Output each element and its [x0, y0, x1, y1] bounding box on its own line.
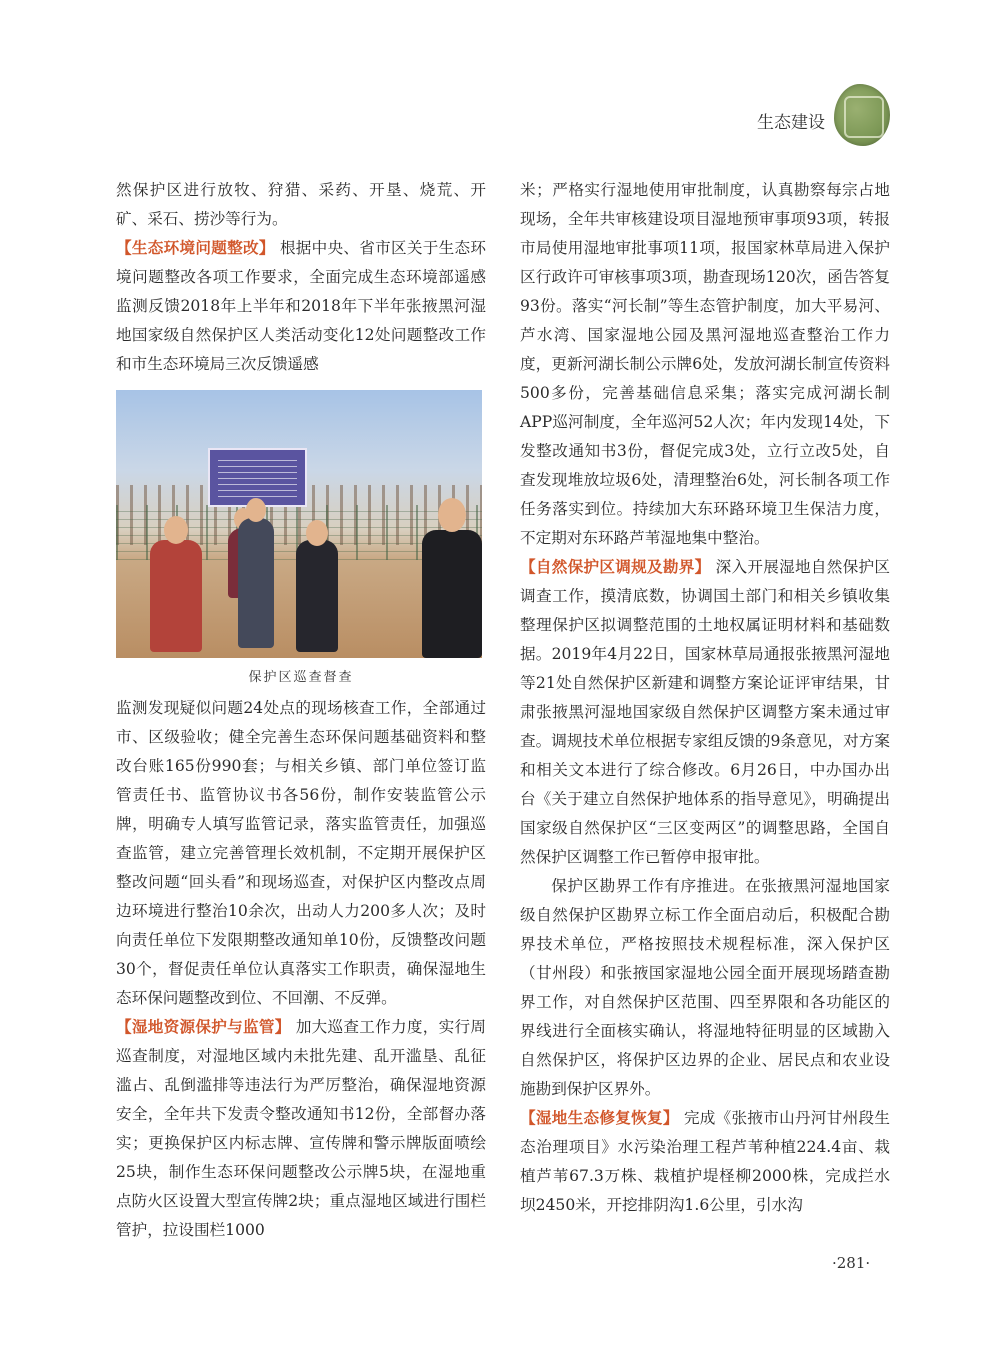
- paragraph-wetland-restoration: [520, 1104, 890, 1220]
- section-heading: 【生态环境问题整改】: [116, 239, 275, 257]
- photo-person: [422, 530, 482, 658]
- paragraph-text: 完成《张掖市山丹河甘州段生态治理项目》水污染治理工程芦苇种植224.4亩、栽植芦苇67.3万株、栽植护堤柽柳2000株，完成拦水坝2450米，开挖排阴沟1.6公里，引水沟: [520, 1109, 890, 1214]
- photo-person-head: [438, 498, 466, 532]
- photo-person-head: [246, 498, 266, 522]
- photo-person-head: [306, 520, 328, 546]
- paragraph: 然保护区进行放牧、狩猎、采药、开垦、烧荒、开矿、采石、捞沙等行为。: [116, 181, 486, 228]
- paragraph-text: 加大巡查工作力度，实行周巡查制度，对湿地区域内未批先建、乱开滥垦、乱征滥占、乱倒滥排等违法行为严厉整治，确保湿地资源安全，全年共下发责令整改通知书12份，全部督办落实；更换保护区内标志牌、宣传牌和警示牌版面喷绘25块，制作生态环保问题整改公示牌5块，在湿地重点防火区设置大型宣传牌2块；重点湿地区域进行围栏管护，拉设围栏1000: [116, 1018, 486, 1239]
- patrol-inspection-photo: [116, 390, 482, 658]
- paragraph-boundary-survey: 保护区勘界工作有序推进。在张掖黑河湿地国家级自然保护区勘界立标工作全面启动后，积极配合勘界技术单位，严格按照技术规程标准，深入保护区（甘州段）和张掖国家湿地公园全面开展现场踏查勘界工作，对自然保护区范围、四至界限和各功能区的界线进行全面核实确认，将湿地特征明显的区域勘入自然保护区，将保护区边界的企业、居民点和农业设施勘到保护区界外。: [520, 877, 890, 1098]
- photo-person-head: [164, 516, 188, 544]
- photo-person: [296, 540, 338, 652]
- paragraph-wetland-protection: [116, 1013, 486, 1245]
- section-heading: 【湿地资源保护与监管】: [116, 1018, 291, 1036]
- left-column: [116, 176, 486, 1245]
- paragraph: 米；严格实行湿地使用审批制度，认真勘察每宗占地现场，全年共审核建设项目湿地预审事项93项，转报市局使用湿地审批事项11项，报国家林草局进入保护区行政许可审核事项3项，勘查现场120次，函告答复93份。落实“河长制”等生态管护制度，加大平易河、芦水湾、国家湿地公园及黑河湿地巡查整治工作力度，更新河湖长制公示牌6处，发放河湖长制宣传资料500多份，完善基础信息采集；落实完成河湖长制APP巡河制度，全年巡河52人次；年内发现14处，下发整改通知书3份，督促完成3处，立行立改5处，自查发现堆放垃圾6处，清理整治6处，河长制各项工作任务落实到位。持续加大东环路环境卫生保洁力度，不定期对东环路芦苇湿地集中整治。: [520, 181, 890, 547]
- paragraph-text: 深入开展湿地自然保护区调查工作，摸清底数，协调国土部门和相关乡镇收集整理保护区拟调整范围的土地权属证明材料和基础数据。2019年4月22日，国家林草局通报张掖黑河湿地等21处自然保护区新建和调整方案论证评审结果，甘肃张掖黑河湿地国家级自然保护区调整方案未通过审查。调规技术单位根据专家组反馈的9条意见，对方案和相关文本进行了综合修改。6月26日，中办国办出台《关于建立自然保护地体系的指导意见》，明确提出国家级自然保护区“三区变两区”的调整思路，全国自然保护区调整工作已暂停申报审批。: [520, 558, 890, 866]
- page-number: ·281·: [832, 1254, 871, 1272]
- paragraph-ecological-rectification: [116, 234, 486, 379]
- page-header-title: 生态建设: [757, 113, 825, 133]
- photo-person: [150, 540, 202, 652]
- paragraph: 监测发现疑似问题24处点的现场核查工作，全部通过市、区级验收；健全完善生态环保问题基础资料和整改台账165份990套；与相关乡镇、部门单位签订监管责任书、监管协议书各56份，制作安装监管公示牌，明确专人填写监管记录，落实监管责任，加强巡查监管，建立完善管理长效机制，不定期开展保护区整改问题“回头看”和现场巡查，对保护区内整改点周边环境进行整治10余次，出动人力200多人次；及时向责任单位下发限期整改通知单10份，反馈整改问题30个，督促责任单位认真落实工作职责，确保湿地生态环保问题整改到位、不回潮、不反弹。: [116, 699, 486, 1007]
- paragraph-reserve-adjustment: [520, 553, 890, 872]
- photo-caption: 保护区巡查督查: [248, 670, 354, 685]
- photo-person: [238, 518, 274, 648]
- right-column: [520, 176, 890, 1220]
- section-seal-logo: [834, 84, 890, 146]
- section-heading: 【自然保护区调规及勘界】: [520, 558, 711, 576]
- section-heading: 【湿地生态修复恢复】: [520, 1109, 679, 1127]
- paragraph-text: 根据中央、省市区关于生态环境问题整改各项工作要求，全面完成生态环境部遥感监测反馈2018年上半年和2018年下半年张掖黑河湿地国家级自然保护区人类活动变化12处问题整改工作和市生态环境局三次反馈遥感: [116, 239, 486, 373]
